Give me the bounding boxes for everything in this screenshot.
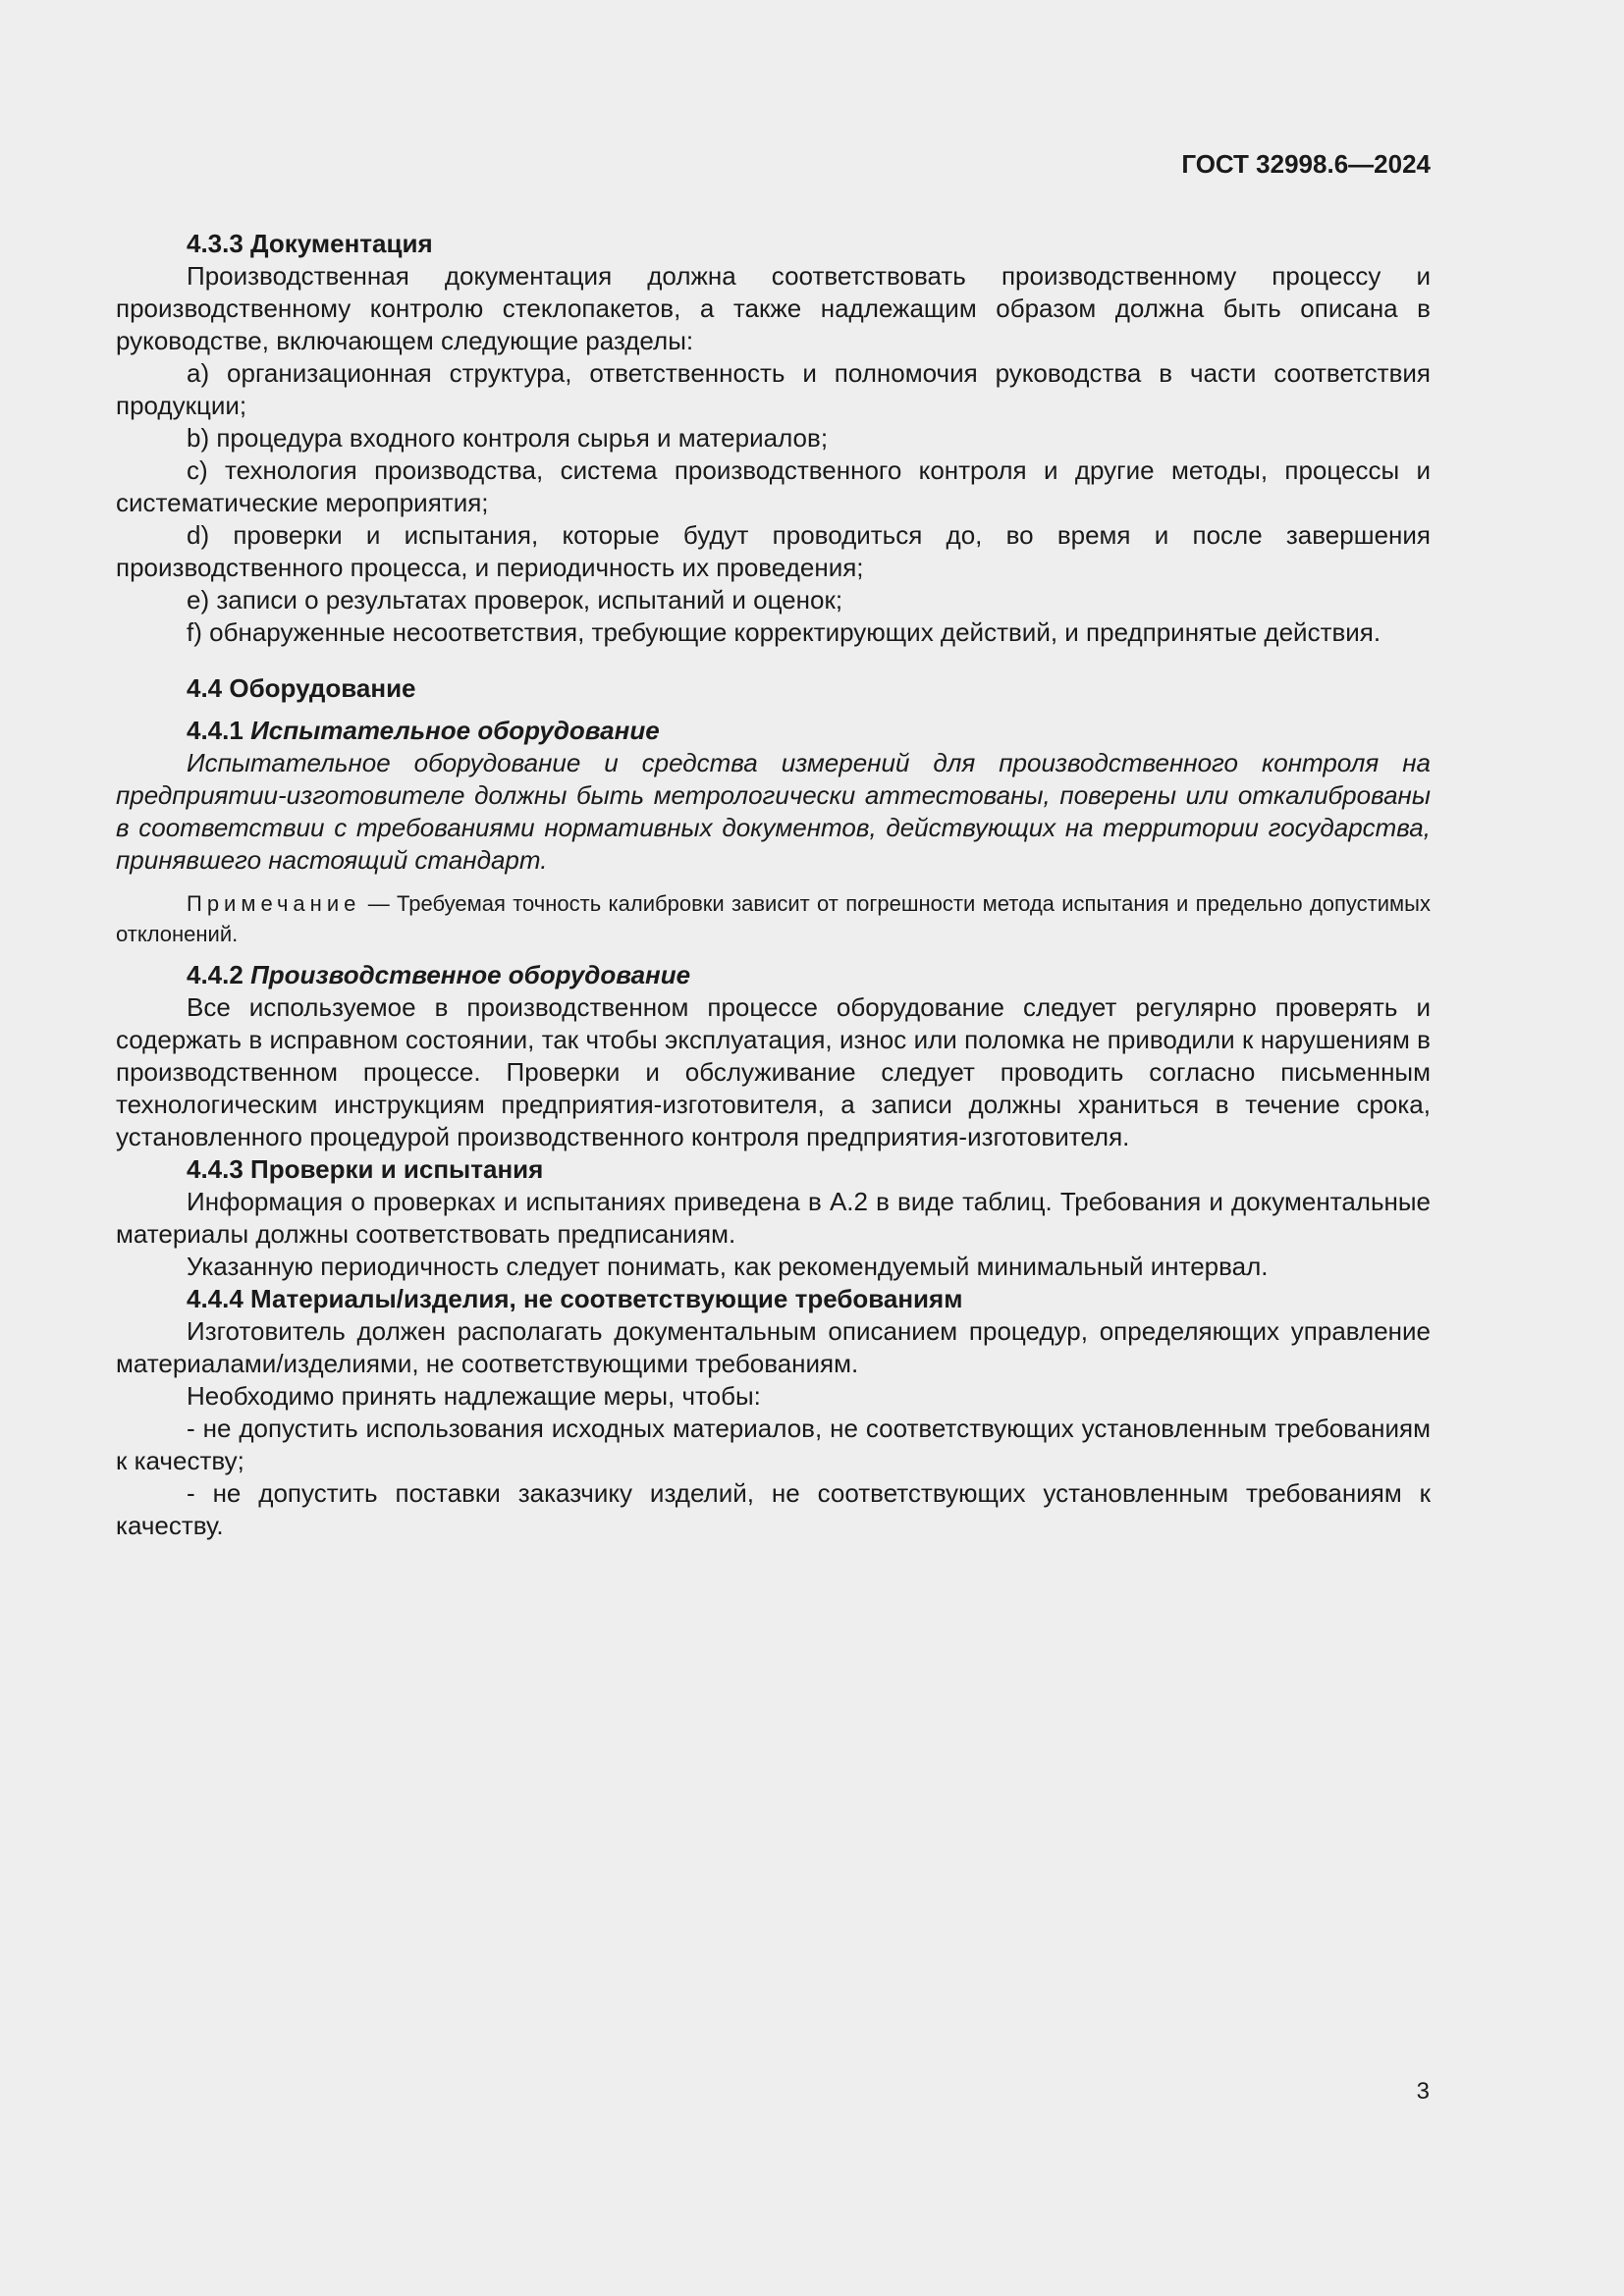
section-title: Испытательное оборудование (250, 716, 660, 745)
section-4-4-4-text-1: Изготовитель должен располагать документальным описанием процедур, определяющих управление материалами/изделиями, не соответствующими требованиям. (116, 1316, 1431, 1378)
section-title: Производственное оборудование (250, 960, 691, 989)
section-number: 4.4.1 (187, 716, 244, 745)
list-item: f) обнаруженные несоответствия, требующие корректирующих действий, и предпринятые действия. (187, 617, 1381, 647)
section-4-4-3-text-1: Информация о проверках и испытаниях приведена в А.2 в виде таблиц. Требования и документальные материалы должны соответствовать предписаниям. (116, 1187, 1431, 1249)
list-item: c) технология производства, система производственного контроля и другие методы, процессы и систематические мероприятия; (116, 455, 1431, 517)
note (116, 888, 1431, 949)
standard-code: ГОСТ 32998.6—2024 (1181, 149, 1431, 179)
list-item: - не допустить поставки заказчику изделий, не соответствующих установленным требованиям к качеству. (116, 1478, 1431, 1540)
section-number: 4.4.2 (187, 960, 244, 989)
note-label: Примечание (187, 891, 361, 916)
section-4-4-3-heading: 4.4.3 Проверки и испытания (187, 1154, 544, 1184)
section-4-3-3-heading: 4.3.3 Документация (187, 229, 433, 258)
section-4-4-2-heading (116, 959, 1431, 991)
section-4-4-3-text-2: Указанную периодичность следует понимать, как рекомендуемый минимальный интервал. (187, 1252, 1269, 1281)
section-4-4-heading: 4.4 Оборудование (187, 673, 416, 703)
list-item: e) записи о результатах проверок, испытаний и оценок; (187, 585, 843, 614)
section-4-4-1-text: Испытательное оборудование и средства измерений для производственного контроля на предприятии-изготовителе должны быть метрологически аттестованы, поверены или откалиброваны в соответствии с требованиями нормативных документов, действующих на территории государства, принявшего настоящий стандарт. (116, 748, 1431, 875)
section-4-3-3-intro: Производственная документация должна соответствовать производственному процессу и производственному контролю стеклопакетов, а также надлежащим образом должна быть описана в руководстве, включающем следующие разделы: (116, 261, 1431, 355)
page-content (116, 228, 1431, 1542)
note-text: — Требуемая точность калибровки зависит от погрешности метода испытания и предельно допустимых отклонений. (116, 891, 1431, 946)
section-4-4-1-heading (116, 715, 1431, 747)
page-number: 3 (1416, 2078, 1430, 2105)
section-4-4-4-text-2: Необходимо принять надлежащие меры, чтобы: (187, 1381, 761, 1411)
section-4-4-4-heading: 4.4.4 Материалы/изделия, не соответствующие требованиям (187, 1284, 963, 1313)
list-item: b) процедура входного контроля сырья и материалов; (187, 423, 829, 453)
list-item: - не допустить использования исходных материалов, не соответствующих установленным требованиям к качеству; (116, 1414, 1431, 1475)
list-item: d) проверки и испытания, которые будут проводиться до, во время и после завершения производственного процесса, и периодичность их проведения; (116, 520, 1431, 582)
list-item: a) организационная структура, ответственность и полномочия руководства в части соответствия продукции; (116, 358, 1431, 420)
section-4-4-2-text: Все используемое в производственном процессе оборудование следует регулярно проверять и содержать в исправном состоянии, так чтобы эксплуатация, износ или поломка не приводили к нарушениям в производственном процессе. Проверки и обслуживание следует проводить согласно письменным технологическим инструкциям предприятия-изготовителя, а записи должны храниться в течение срока, установленного процедурой производственного контроля предприятия-изготовителя. (116, 992, 1431, 1151)
